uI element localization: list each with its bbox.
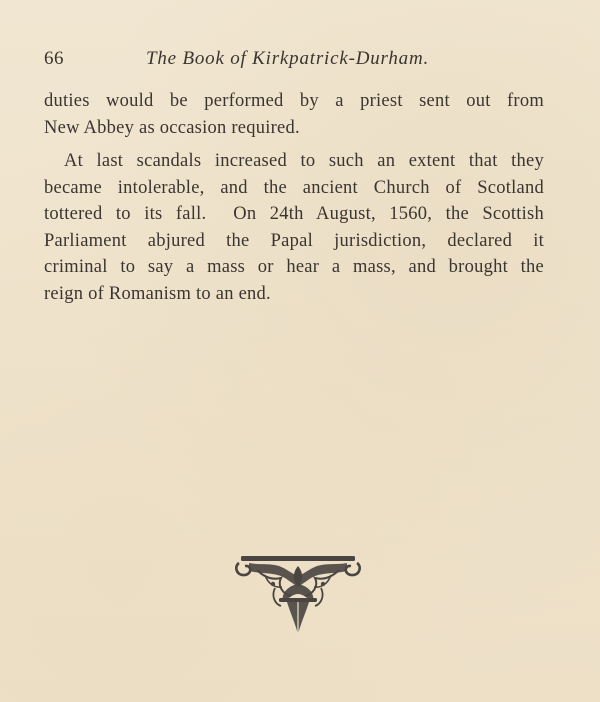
page-number: 66 — [44, 48, 64, 69]
text-line: Parliament abjured the Papal jurisdiction, declared it — [44, 230, 544, 251]
running-head — [44, 48, 556, 74]
floral-tailpiece-icon — [235, 554, 361, 638]
text-line: became intolerable, and the ancient Church of Scotland — [44, 177, 544, 198]
text-line: reign of Romanism to an end. — [44, 283, 271, 304]
text-line: New Abbey as occasion required. — [44, 117, 300, 138]
text-line: At last scandals increased to such an extent that they — [64, 151, 544, 171]
paragraph-2 — [44, 148, 544, 307]
text-line: duties would be performed by a priest sent out from — [44, 91, 544, 111]
body-text — [44, 88, 544, 307]
running-title: The Book of Kirkpatrick-Durham. — [146, 48, 430, 69]
text-line: tottered to its fall. On 24th August, 1560, the Scottish — [44, 204, 544, 224]
text-line: criminal to say a mass or hear a mass, and brought the — [44, 257, 544, 277]
paragraph-1 — [44, 88, 544, 141]
